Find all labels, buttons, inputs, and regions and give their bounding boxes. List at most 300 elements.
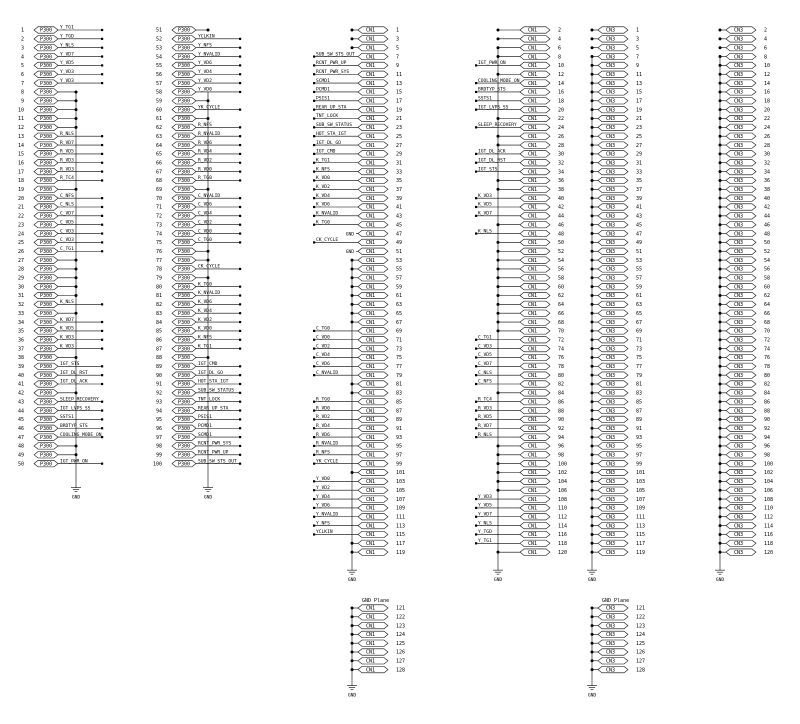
cn1-odd-terminal bbox=[313, 64, 315, 66]
cn1-odd-net-label: Y_VD6 bbox=[316, 503, 330, 509]
cn3-even-pin-number: 48 bbox=[764, 231, 771, 238]
junction-dot bbox=[591, 29, 594, 32]
cn1-odd-net-label: HOT_STA_IGT bbox=[316, 131, 347, 137]
cn1-odd-terminal bbox=[313, 144, 315, 146]
cn1-odd-net-label: Y_VD4 bbox=[316, 494, 330, 500]
cn3-odd-pin-ref: CN3 bbox=[606, 257, 616, 264]
cn1-even-pin-number: 116 bbox=[558, 532, 568, 539]
cn3-odd-pin-ref: CN3 bbox=[606, 222, 616, 229]
cn3-odd-pin-ref: CN3 bbox=[606, 133, 616, 140]
p300b-pin-number: 94 bbox=[155, 408, 162, 415]
cn1-even-pin-ref: CN1 bbox=[528, 125, 538, 132]
p300b-pin-ref: P300 bbox=[178, 364, 191, 370]
cn3-even-pin-ref: CN3 bbox=[734, 487, 744, 494]
cn3-odd-pin-ref: CN3 bbox=[606, 27, 616, 34]
cn1-odd-terminal bbox=[313, 463, 315, 465]
cn1-even-pin-number: 62 bbox=[558, 293, 565, 300]
cn1-odd-net-label: Y_NFS bbox=[316, 521, 330, 527]
p300a-net-label: K_VD5 bbox=[60, 326, 74, 332]
cn1-odd-pin-number: 67 bbox=[396, 319, 403, 326]
cn1-even-pin-number: 120 bbox=[558, 549, 568, 556]
p300a-net-label: C_TG1 bbox=[60, 246, 74, 252]
cn3-even-pin-number: 46 bbox=[764, 222, 771, 229]
cn1-odd-pin-number: 27 bbox=[396, 142, 403, 149]
cn1-even-pin-number: 28 bbox=[558, 142, 565, 149]
cn1-odd-pin-number: 99 bbox=[396, 461, 403, 468]
cn1-odd-pin-number: 79 bbox=[396, 372, 403, 379]
p300b-net-label: K_TG0 bbox=[198, 282, 212, 288]
cn1-even-pin-number: 114 bbox=[558, 523, 568, 530]
cn1-odd-pin-number: 117 bbox=[396, 541, 406, 547]
cn1-even-pin-ref: CN1 bbox=[528, 549, 538, 556]
cn1-even-terminal bbox=[475, 126, 477, 128]
cn1-odd-pin-ref: CN1 bbox=[366, 151, 376, 158]
cn1-odd-terminal bbox=[313, 525, 315, 527]
p300b-net-label: Y_VD6 bbox=[198, 61, 212, 67]
cn1-even-pin-ref: CN1 bbox=[528, 425, 538, 432]
cn3-odd-pin-ref: CN3 bbox=[606, 364, 616, 370]
cn1-odd-net-label: PCMD1 bbox=[316, 87, 330, 93]
p300a-pin-number: 30 bbox=[17, 284, 24, 291]
p300b-net-label: K_VD4 bbox=[198, 308, 212, 314]
cn3-odd-pin-ref: CN3 bbox=[606, 266, 616, 273]
cn1-odd-pin-number: 77 bbox=[396, 364, 403, 370]
cn3-even-pin-ref: CN3 bbox=[734, 284, 744, 291]
cn3-even-pin-ref: CN3 bbox=[734, 248, 744, 255]
cn3-even-pin-number: 34 bbox=[764, 169, 771, 176]
p300a-net-label-terminal bbox=[101, 224, 103, 226]
junction-dot bbox=[719, 37, 722, 40]
cn3-odd-pin-ref: CN3 bbox=[606, 293, 616, 300]
cn3-even-pin-number: 6 bbox=[764, 45, 768, 52]
cn3-odd-pin-ref: CN3 bbox=[606, 195, 616, 202]
cn1-odd-pin-ref: CN1 bbox=[366, 98, 376, 105]
p300a-net-label: K_NLS bbox=[60, 300, 74, 306]
p300a-net-label: C_VD7 bbox=[60, 211, 74, 217]
cn1-odd-pin-ref: CN1 bbox=[366, 133, 376, 140]
cn1-odd-pin-ref: CN1 bbox=[366, 142, 376, 149]
cn3-odd-pin-number: 77 bbox=[636, 364, 643, 370]
p300b-net-label-terminal bbox=[239, 321, 241, 323]
cn1-odd-net-label: K_VD0 bbox=[316, 176, 330, 182]
p300a-pin-ref: P300 bbox=[40, 266, 53, 273]
cn3-odd-pin-ref: CN3 bbox=[606, 417, 616, 424]
cn1-odd-terminal bbox=[313, 197, 315, 199]
p300b-pin-ref: P300 bbox=[178, 160, 191, 167]
p300b-net-label: RCNT_PWR_SYS bbox=[198, 441, 232, 447]
cn1-even-pin-ref: CN1 bbox=[528, 116, 538, 123]
cn3-even-pin-number: 10 bbox=[764, 63, 771, 70]
junction-dot bbox=[351, 29, 354, 32]
p300b-pin-number: 57 bbox=[155, 80, 162, 87]
cn3-odd-pin-ref: CN3 bbox=[606, 275, 616, 282]
cn3-odd-pin-number: 113 bbox=[636, 523, 646, 530]
cn1-odd-terminal bbox=[313, 153, 315, 155]
cn1-even-net-label: Y_VD7 bbox=[478, 512, 492, 518]
cn1-odd-pin-ref: CN1 bbox=[366, 107, 376, 114]
cn1-even-terminal bbox=[475, 356, 477, 358]
cn3-odd-pin-number: 97 bbox=[636, 452, 643, 459]
cn3-plane-pin-number: 125 bbox=[636, 640, 646, 647]
cn1-odd-pin-number: 17 bbox=[396, 98, 403, 105]
cn1-odd-terminal bbox=[313, 126, 315, 128]
p300b-pin-number: 84 bbox=[155, 319, 162, 326]
cn1-odd-terminal bbox=[313, 374, 315, 376]
cn3-even-pin-ref: CN3 bbox=[734, 240, 744, 247]
cn1-even-terminal bbox=[475, 109, 477, 111]
cn3-even-pin-number: 94 bbox=[764, 434, 771, 441]
cn1-odd-terminal bbox=[313, 445, 315, 447]
cn1-odd-pin-number: 119 bbox=[396, 549, 406, 556]
cn1-odd-pin-number: 91 bbox=[396, 425, 403, 432]
cn3-even-pin-ref: CN3 bbox=[734, 505, 744, 512]
p300a-net-label-terminal bbox=[101, 374, 103, 376]
cn1-plane-pin-ref: CN1 bbox=[366, 667, 376, 674]
cn3-even-pin-number: 90 bbox=[764, 417, 771, 424]
p300a-net-label: R_VD7 bbox=[60, 140, 74, 146]
junction-dot bbox=[497, 29, 500, 32]
cn1-even-net-label: SLEEP_RECOVERY bbox=[478, 123, 517, 129]
cn1-even-pin-number: 4 bbox=[558, 36, 562, 43]
cn3-even-pin-number: 26 bbox=[764, 133, 771, 140]
cn3-even-pin-ref: CN3 bbox=[734, 222, 744, 229]
p300b-net-label: K_NFS bbox=[198, 335, 212, 341]
cn1-odd-pin-ref: CN1 bbox=[366, 434, 376, 441]
p300b-pin-ref: P300 bbox=[178, 293, 191, 300]
p300b-pin-number: 76 bbox=[155, 248, 162, 255]
p300b-net-label-terminal bbox=[239, 401, 241, 403]
p300b-net-label-terminal bbox=[239, 286, 241, 288]
cn1-even-pin-number: 38 bbox=[558, 187, 565, 193]
cn1-odd-net-label: K_VD2 bbox=[316, 185, 330, 190]
cn3-even-pin-ref: CN3 bbox=[734, 337, 744, 344]
cn1-even-net-label: IGT_LVPS_SS bbox=[478, 105, 509, 111]
p300a-net-label: R_VD3 bbox=[60, 167, 74, 173]
p300b-net-label-terminal bbox=[239, 241, 241, 243]
p300b-net-label: REAR_UP_STA bbox=[198, 406, 229, 412]
p300a-pin-number: 11 bbox=[17, 116, 24, 123]
cn1-odd-terminal bbox=[313, 409, 315, 411]
cn1-even-terminal bbox=[475, 418, 477, 420]
cn3-even-pin-number: 104 bbox=[764, 479, 774, 486]
cn1-odd-net-label: Y_VD0 bbox=[316, 477, 330, 483]
cn1-even-pin-number: 106 bbox=[558, 487, 568, 494]
cn1-odd-net-label: C_NVALID bbox=[316, 370, 339, 376]
cn1-even-pin-ref: CN1 bbox=[528, 452, 538, 459]
p300b-pin-number: 78 bbox=[155, 266, 162, 273]
cn1-odd-net-label: RCNT_PWR_SYS bbox=[316, 69, 350, 75]
cn3-even-pin-ref: CN3 bbox=[734, 434, 744, 441]
cn1-odd-pin-ref: CN1 bbox=[366, 346, 376, 353]
p300b-pin-ref: P300 bbox=[178, 266, 191, 273]
p300b-pin-ref: P300 bbox=[178, 63, 191, 70]
cn1-even-pin-number: 58 bbox=[558, 275, 565, 282]
cn3-odd-pin-number: 7 bbox=[636, 54, 640, 61]
p300b-pin-number: 63 bbox=[155, 133, 162, 140]
p300a-pin-ref: P300 bbox=[40, 408, 53, 415]
p300a-pin-number: 15 bbox=[17, 151, 24, 158]
cn3-even-pin-ref: CN3 bbox=[734, 514, 744, 521]
cn3-plane-pin-number: 124 bbox=[636, 632, 646, 639]
cn1-odd-terminal bbox=[313, 401, 315, 403]
cn1-odd-pin-ref: CN1 bbox=[366, 487, 376, 494]
cn1-even-pin-number: 46 bbox=[558, 222, 565, 229]
cn1-even-net-label: Y_VD3 bbox=[478, 494, 492, 500]
cn3-even-pin-number: 78 bbox=[764, 364, 771, 370]
cn1-even-net-label: IGT_DL_RST bbox=[478, 158, 506, 164]
cn1-odd-pin-number: 5 bbox=[396, 45, 400, 52]
p300b-pin-number: 100 bbox=[152, 461, 162, 468]
cn1-odd-pin-number: 59 bbox=[396, 284, 403, 291]
p300a-pin-ref: P300 bbox=[40, 54, 53, 61]
cn1-odd-pin-number: 21 bbox=[396, 116, 403, 123]
p300b-pin-number: 61 bbox=[155, 116, 162, 123]
cn3-odd-pin-ref: CN3 bbox=[606, 213, 616, 220]
cn3-odd-pin-ref: CN3 bbox=[606, 399, 616, 406]
cn1-even-pin-number: 36 bbox=[558, 178, 565, 185]
cn3-plane-pin-number: 128 bbox=[636, 667, 646, 674]
cn1-even-terminal bbox=[475, 436, 477, 438]
cn3-even-pin-ref: CN3 bbox=[734, 461, 744, 468]
cn3-odd-pin-number: 29 bbox=[636, 151, 643, 158]
junction-dot bbox=[207, 29, 210, 32]
p300a-pin-number: 23 bbox=[17, 222, 24, 229]
p300a-pin-ref: P300 bbox=[40, 452, 53, 459]
cn1-even-pin-number: 100 bbox=[558, 461, 568, 468]
p300b-net-label-terminal bbox=[239, 454, 241, 456]
cn1-odd-net-label: K_NFS bbox=[316, 167, 330, 173]
p300b-gnd-label: GND bbox=[203, 495, 213, 501]
p300a-pin-number: 42 bbox=[17, 390, 24, 397]
cn1-even-pin-ref: CN1 bbox=[528, 80, 538, 87]
cn1-even-terminal bbox=[475, 197, 477, 199]
cn3-plane-pin-ref: CN3 bbox=[606, 605, 616, 612]
p300a-net-label-terminal bbox=[101, 339, 103, 341]
p300b-pin-ref: P300 bbox=[178, 107, 191, 114]
cn3-odd-pin-number: 57 bbox=[636, 275, 643, 282]
cn1-odd-terminal bbox=[313, 117, 315, 119]
cn1-even-terminal bbox=[475, 374, 477, 376]
cn1-even-pin-number: 80 bbox=[558, 372, 565, 379]
p300b-net-label-terminal bbox=[239, 171, 241, 173]
cn3-odd-pin-number: 99 bbox=[636, 461, 643, 468]
cn3-odd-pin-ref: CN3 bbox=[606, 443, 616, 450]
p300b-pin-ref: P300 bbox=[178, 125, 191, 132]
cn1-even-pin-ref: CN1 bbox=[528, 328, 538, 335]
p300a-pin-ref: P300 bbox=[40, 417, 53, 424]
p300b-net-label: SUB_SW_STATUS bbox=[198, 388, 234, 394]
cn1-even-pin-ref: CN1 bbox=[528, 45, 538, 52]
cn1-odd-net-label: YCLKIN bbox=[316, 530, 333, 536]
cn3-even-pin-number: 44 bbox=[764, 213, 771, 220]
cn1-even-pin-number: 26 bbox=[558, 133, 565, 140]
p300b-net-label-terminal bbox=[239, 268, 241, 270]
p300a-net-label: COOLING_MODE_ON bbox=[60, 432, 102, 438]
cn1-even-pin-number: 98 bbox=[558, 452, 565, 459]
cn1-even-pin-ref: CN1 bbox=[528, 27, 538, 34]
cn1-odd-pin-ref: CN1 bbox=[366, 178, 376, 185]
cn1-odd-pin-ref: CN1 bbox=[366, 408, 376, 415]
cn1-even-pin-number: 94 bbox=[558, 434, 565, 441]
p300b-net-label-terminal bbox=[239, 64, 241, 66]
cn1-odd-pin-number: 73 bbox=[396, 346, 403, 353]
p300b-pin-ref: P300 bbox=[178, 151, 191, 158]
p300b-net-label: Y_VD2 bbox=[198, 78, 212, 84]
p300b-pin-ref: P300 bbox=[178, 27, 191, 34]
p300a-pin-ref: P300 bbox=[40, 178, 53, 185]
cn3-odd-pin-ref: CN3 bbox=[606, 231, 616, 238]
cn1-odd-pin-ref: CN1 bbox=[366, 505, 376, 512]
cn1-odd-terminal bbox=[313, 489, 315, 491]
p300a-net-label: C_VD3 bbox=[60, 238, 74, 244]
cn3-odd-pin-ref: CN3 bbox=[606, 63, 616, 70]
p300b-pin-ref: P300 bbox=[178, 248, 191, 255]
p300b-pin-number: 99 bbox=[155, 452, 162, 459]
p300b-pin-number: 64 bbox=[155, 142, 162, 149]
p300a-net-label: Y_TG1 bbox=[60, 25, 74, 31]
p300b-pin-ref: P300 bbox=[178, 178, 191, 185]
p300b-net-label: R_TG0 bbox=[198, 176, 212, 182]
cn3-even-pin-ref: CN3 bbox=[734, 187, 744, 193]
p300b-net-label: K_TG1 bbox=[198, 344, 212, 350]
cn3-odd-pin-number: 79 bbox=[636, 372, 643, 379]
cn3-odd-pin-ref: CN3 bbox=[606, 355, 616, 362]
cn3-even-pin-ref: CN3 bbox=[734, 178, 744, 185]
cn3-odd-pin-number: 13 bbox=[636, 80, 643, 87]
cn1-even-pin-ref: CN1 bbox=[528, 310, 538, 317]
p300b-net-label: HOT_STA_IGT bbox=[198, 379, 229, 385]
p300b-pin-ref: P300 bbox=[178, 399, 191, 406]
cn1-even-pin-number: 44 bbox=[558, 213, 565, 220]
p300a-pin-ref: P300 bbox=[40, 284, 53, 291]
p300a-pin-number: 43 bbox=[17, 399, 24, 406]
p300b-net-label: Y_NVALID bbox=[198, 52, 221, 58]
cn1-odd-net-label: K_NVALID bbox=[316, 211, 339, 217]
cn3-odd-pin-number: 59 bbox=[636, 284, 643, 291]
cn1-odd-pin-ref: CN1 bbox=[366, 125, 376, 132]
p300a-net-label-terminal bbox=[101, 409, 103, 411]
cn1-even-pin-ref: CN1 bbox=[528, 532, 538, 539]
cn1-odd-pin-number: 109 bbox=[396, 505, 406, 512]
p300a-pin-number: 2 bbox=[20, 36, 24, 43]
cn1-odd-terminal bbox=[313, 82, 315, 84]
cn3-plane-pin-ref: CN3 bbox=[606, 658, 616, 665]
cn3-even-gnd-label: GND bbox=[715, 578, 725, 584]
cn1-even-net-label: C_TG1 bbox=[478, 335, 492, 341]
cn1-odd-pin-ref: CN1 bbox=[366, 36, 376, 43]
p300a-pin-number: 20 bbox=[17, 195, 24, 202]
cn3-even-pin-ref: CN3 bbox=[734, 408, 744, 415]
cn1-even-pin-ref: CN1 bbox=[528, 133, 538, 140]
cn1-even-pin-number: 48 bbox=[558, 231, 565, 238]
cn3-odd-pin-number: 75 bbox=[636, 355, 643, 362]
cn1-odd-terminal bbox=[313, 356, 315, 358]
p300b-pin-number: 62 bbox=[155, 125, 162, 132]
cn1-plane-title: GND Plane bbox=[362, 598, 390, 604]
p300a-pin-ref: P300 bbox=[40, 187, 53, 193]
cn3-even-pin-number: 70 bbox=[764, 328, 771, 335]
cn1-even-pin-number: 20 bbox=[558, 107, 565, 114]
p300a-net-label-terminal bbox=[101, 365, 103, 367]
cn1-odd-terminal bbox=[313, 109, 315, 111]
cn3-even-pin-number: 20 bbox=[764, 107, 771, 114]
p300a-pin-ref: P300 bbox=[40, 328, 53, 335]
p300b-pin-ref: P300 bbox=[178, 346, 191, 353]
p300a-pin-ref: P300 bbox=[40, 36, 53, 43]
cn3-odd-pin-ref: CN3 bbox=[606, 107, 616, 114]
cn1-even-pin-number: 54 bbox=[558, 257, 565, 264]
p300a-gnd-label: GND bbox=[71, 495, 81, 501]
p300a-pin-number: 47 bbox=[17, 434, 24, 441]
cn1-odd-terminal bbox=[313, 188, 315, 190]
p300a-net-label: IGT_PWR_ON bbox=[60, 459, 88, 465]
p300b-pin-ref: P300 bbox=[178, 275, 191, 282]
cn1-even-pin-number: 102 bbox=[558, 470, 568, 477]
cn3-even-pin-ref: CN3 bbox=[734, 355, 744, 362]
cn1-odd-pin-ref: CN1 bbox=[366, 532, 376, 539]
cn1-odd-pin-ref: CN1 bbox=[366, 443, 376, 450]
cn1-even-pin-number: 112 bbox=[558, 514, 568, 521]
p300b-net-label: C_TG0 bbox=[198, 238, 212, 244]
cn1-odd-pin-number: 37 bbox=[396, 187, 403, 193]
cn3-odd-pin-number: 87 bbox=[636, 408, 643, 415]
p300b-net-label-terminal bbox=[239, 82, 241, 84]
cn1-odd-pin-number: 31 bbox=[396, 160, 403, 167]
cn3-even-pin-number: 106 bbox=[764, 487, 774, 494]
cn1-odd-terminal bbox=[313, 171, 315, 173]
cn1-odd-pin-number: 15 bbox=[396, 89, 403, 96]
p300a-net-label: C_NFS bbox=[60, 193, 74, 199]
cn1-odd-pin-ref: CN1 bbox=[366, 417, 376, 424]
p300b-net-label-terminal bbox=[239, 73, 241, 75]
cn1-odd-net-label: YK_CYCLE bbox=[316, 459, 339, 465]
p300b-net-label: IGT_CMD bbox=[198, 362, 218, 367]
cn3-odd-pin-number: 25 bbox=[636, 133, 643, 140]
cn3-even-pin-number: 4 bbox=[764, 36, 768, 43]
p300a-net-label-terminal bbox=[101, 29, 103, 31]
cn1-even-net-label: K_VD7 bbox=[478, 211, 492, 217]
cn1-odd-terminal bbox=[313, 162, 315, 164]
cn1-even-pin-number: 86 bbox=[558, 399, 565, 406]
p300a-net-label: IGT_DL_RST bbox=[60, 370, 88, 376]
cn1-odd-terminal bbox=[313, 241, 315, 243]
cn1-even-pin-ref: CN1 bbox=[528, 523, 538, 530]
cn1-even-net-label: Y_TGD bbox=[478, 530, 492, 536]
p300a-pin-number: 34 bbox=[17, 319, 24, 326]
cn3-odd-pin-ref: CN3 bbox=[606, 496, 616, 503]
cn1-odd-net-label: IGT_CMD bbox=[316, 149, 336, 155]
p300a-pin-ref: P300 bbox=[40, 319, 53, 326]
cn1-even-net-label: SSTS1 bbox=[478, 96, 492, 102]
cn3-odd-pin-number: 61 bbox=[636, 293, 643, 300]
cn1-even-net-label: IGT_STS bbox=[478, 167, 498, 173]
cn1-even-pin-ref: CN1 bbox=[528, 240, 538, 247]
cn3-odd-pin-ref: CN3 bbox=[606, 98, 616, 105]
p300a-pin-ref: P300 bbox=[40, 293, 53, 300]
cn1-odd-pin-number: 9 bbox=[396, 63, 400, 70]
cn3-even-pin-number: 120 bbox=[764, 549, 774, 556]
p300a-pin-ref: P300 bbox=[40, 372, 53, 379]
cn1-even-pin-ref: CN1 bbox=[528, 222, 538, 229]
cn3-odd-pin-ref: CN3 bbox=[606, 523, 616, 530]
p300a-pin-number: 46 bbox=[17, 425, 24, 432]
cn3-odd-pin-number: 55 bbox=[636, 266, 643, 273]
cn1-odd-pin-ref: CN1 bbox=[366, 160, 376, 167]
cn1-odd-net-label: Y_NVALID bbox=[316, 512, 339, 518]
p300a-pin-number: 18 bbox=[17, 178, 24, 185]
cn1-odd-terminal bbox=[313, 454, 315, 456]
cn1-odd-pin-number: 85 bbox=[396, 399, 403, 406]
